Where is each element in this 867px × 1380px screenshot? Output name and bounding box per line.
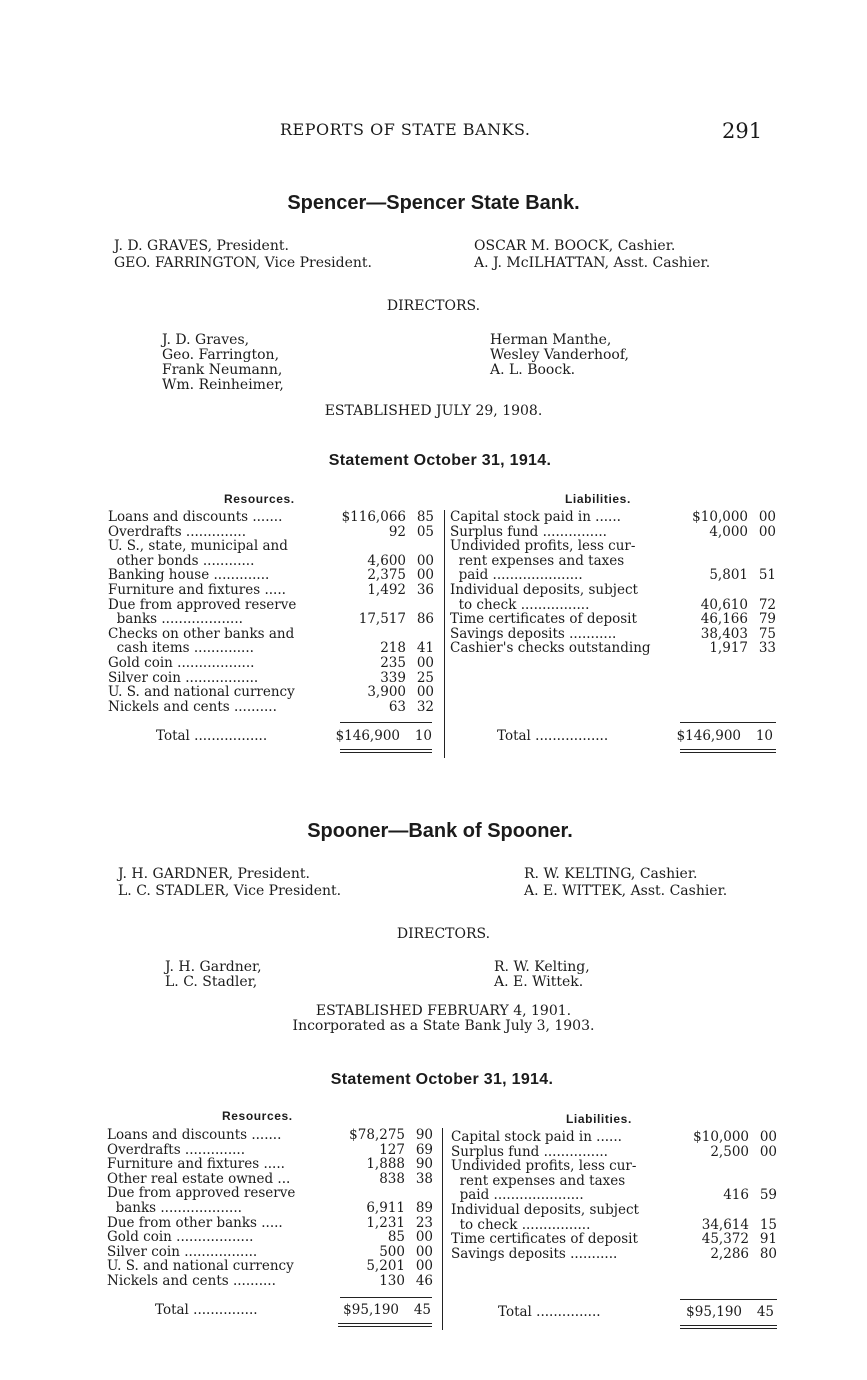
bank1-statement-title: Statement October 31, 1914.: [328, 452, 552, 469]
ledger-row: [107, 1274, 437, 1289]
ledger-dollars: 1,917: [709, 640, 748, 657]
ledger-dollars: 218: [380, 640, 406, 657]
ledger-label: Capital stock paid in ......: [450, 509, 621, 525]
ledger-row: [107, 1216, 437, 1231]
ledger-label: Checks on other banks and: [108, 625, 295, 642]
total-cents: 10: [755, 728, 773, 744]
page-number: 291: [722, 119, 763, 143]
total-cents: 10: [414, 728, 432, 744]
bank1-president: J. D. GRAVES, President.: [114, 238, 289, 254]
ledger-cents: 00: [759, 1129, 777, 1145]
double-rule: [338, 1326, 432, 1327]
ledger-dollars: 6,911: [366, 1200, 405, 1216]
bank1-established: ESTABLISHED JULY 29, 1908.: [324, 403, 543, 419]
total-rule: [340, 1297, 432, 1298]
ledger-cents: 32: [416, 698, 434, 715]
ledger-cents: 80: [759, 1245, 777, 1262]
ledger-row: [108, 539, 438, 554]
bank1-cashier: OSCAR M. BOOCK, Cashier.: [474, 238, 676, 254]
ledger-cents: 79: [758, 611, 776, 628]
ledger-label: paid .....................: [450, 567, 583, 584]
ledger-dollars: 1,492: [367, 582, 406, 598]
total-cents: 45: [413, 1302, 431, 1318]
ledger-label: Gold coin ..................: [108, 655, 255, 671]
ledger-cents: 46: [415, 1273, 433, 1289]
bank1-liabilities-heading: Liabilities.: [565, 492, 631, 506]
ledger-cents: 23: [415, 1214, 433, 1231]
ledger-row: [107, 1143, 437, 1158]
ledger-label: Cashier's checks outstanding: [450, 640, 651, 657]
ledger-cents: 00: [758, 523, 776, 540]
ledger-label: Savings deposits ...........: [451, 1245, 618, 1262]
ledger-row: [108, 641, 438, 656]
ledger-row: [107, 1157, 437, 1172]
ledger-row: [107, 1230, 437, 1245]
ledger-dollars: 127: [379, 1141, 405, 1158]
ledger-dollars: $10,000: [693, 1129, 749, 1145]
bank1-directors-left: [162, 333, 284, 393]
ledger-row: [451, 1203, 781, 1218]
ledger-label: Surplus fund ...............: [451, 1143, 608, 1160]
ledger-row: [108, 554, 438, 569]
ledger-cents: 00: [416, 567, 434, 584]
bank1-title: Spencer—Spencer State Bank.: [287, 192, 580, 214]
ledger-row: [451, 1247, 781, 1262]
ledger-dollars: 85: [387, 1229, 405, 1246]
total-label: Total .................: [156, 728, 268, 744]
bank2-cashier: R. W. KELTING, Cashier.: [524, 866, 698, 882]
ledger-cents: 59: [759, 1187, 777, 1204]
total-dollars: $95,190: [343, 1302, 399, 1318]
ledger-dollars: 339: [380, 669, 406, 686]
ledger-label: U. S. and national currency: [107, 1258, 294, 1275]
ledger-label: Silver coin .................: [107, 1243, 258, 1260]
bank1-officers-right: [474, 238, 710, 272]
ledger-row: [451, 1232, 781, 1247]
ledger-dollars: 4,000: [709, 523, 748, 540]
ledger-label: Banking house .............: [108, 567, 270, 584]
ledger-cents: 91: [759, 1231, 777, 1248]
bank1-resources-heading: Resources.: [224, 492, 295, 506]
ledger-cents: 89: [415, 1200, 433, 1216]
ledger-cents: 05: [416, 523, 434, 540]
director-name: Frank Neumann,: [162, 362, 283, 378]
column-divider: [442, 1128, 443, 1330]
ledger-row: [107, 1259, 437, 1274]
ledger-dollars: 17,517: [358, 611, 406, 628]
ledger-cents: 00: [416, 655, 434, 671]
ledger-row: [451, 1130, 781, 1145]
ledger-label: Overdrafts ..............: [107, 1141, 245, 1158]
ledger-row: [450, 641, 780, 656]
double-rule: [680, 1325, 777, 1326]
ledger-label: Savings deposits ...........: [450, 625, 617, 642]
director-name: L. C. Stadler,: [165, 974, 258, 990]
bank1-total-resources: [156, 729, 436, 744]
ledger-cents: 15: [759, 1216, 777, 1233]
ledger-label: paid .....................: [451, 1187, 584, 1204]
ledger-label: Due from approved reserve: [107, 1185, 296, 1202]
ledger-cents: 75: [758, 625, 776, 642]
ledger-cents: 00: [415, 1258, 433, 1275]
ledger-cents: 36: [416, 582, 434, 598]
ledger-cents: 00: [759, 1143, 777, 1160]
ledger-label: to check ................: [451, 1216, 591, 1233]
director-name: Wesley Vanderhoof,: [490, 347, 629, 363]
ledger-row: [451, 1188, 781, 1203]
ledger-dollars: 1,888: [366, 1156, 405, 1173]
column-divider: [444, 510, 445, 758]
bank2-total-liabilities: [498, 1305, 778, 1320]
ledger-label: Capital stock paid in ......: [451, 1129, 622, 1145]
double-rule: [340, 752, 432, 753]
bank1-asst-cashier: A. J. McILHATTAN, Asst. Cashier.: [474, 255, 711, 271]
ledger-dollars: $116,066: [341, 509, 406, 525]
ledger-row: [451, 1218, 781, 1233]
ledger-dollars: 38,403: [700, 625, 748, 642]
ledger-cents: 86: [416, 611, 434, 628]
bank2-liabilities-heading: Liabilities.: [566, 1112, 632, 1126]
ledger-row: [108, 568, 438, 583]
ledger-cents: 90: [415, 1127, 433, 1143]
ledger-row: [107, 1128, 437, 1143]
ledger-row: [108, 627, 438, 642]
total-rule: [680, 722, 776, 723]
bank2-officers-right: [524, 866, 727, 900]
double-rule: [340, 749, 432, 750]
bank1-officers-left: [114, 238, 372, 272]
ledger-label: to check ................: [450, 596, 590, 613]
bank2-directors-heading: DIRECTORS.: [396, 926, 491, 942]
ledger-label: Nickels and cents ..........: [108, 698, 277, 715]
director-name: J. D. Graves,: [162, 332, 250, 348]
ledger-dollars: 5,201: [366, 1258, 405, 1275]
director-name: Geo. Farrington,: [162, 347, 280, 363]
ledger-row: [451, 1174, 781, 1189]
ledger-dollars: 3,900: [367, 684, 406, 701]
ledger-label: cash items ..............: [108, 640, 254, 657]
ledger-dollars: 92: [388, 523, 406, 540]
ledger-cents: 69: [415, 1141, 433, 1158]
ledger-label: Individual deposits, subject: [451, 1202, 639, 1218]
bank1-directors-heading: DIRECTORS.: [386, 298, 481, 314]
director-name: R. W. Kelting,: [494, 959, 590, 975]
ledger-cents: 00: [416, 552, 434, 569]
ledger-label: Furniture and fixtures .....: [107, 1156, 285, 1173]
ledger-dollars: 2,375: [367, 567, 406, 584]
bank2-statement-title: Statement October 31, 1914.: [330, 1071, 554, 1088]
ledger-row: [450, 612, 780, 627]
running-header: REPORTS OF STATE BANKS.: [280, 120, 531, 139]
ledger-label: Undivided profits, less cur-: [451, 1158, 637, 1175]
ledger-label: banks ...................: [107, 1200, 242, 1216]
bank1-vice-president: GEO. FARRINGTON, Vice President.: [114, 255, 373, 271]
ledger-cents: 00: [415, 1243, 433, 1260]
ledger-row: [107, 1245, 437, 1260]
bank2-total-resources: [155, 1303, 435, 1318]
double-rule: [338, 1323, 432, 1324]
ledger-row: [450, 583, 780, 598]
ledger-dollars: $78,275: [349, 1127, 405, 1143]
ledger-cents: 41: [416, 640, 434, 657]
ledger-dollars: 45,372: [701, 1231, 749, 1248]
total-dollars: $146,900: [676, 728, 741, 744]
ledger-label: Due from approved reserve: [108, 596, 297, 613]
ledger-label: Surplus fund ...............: [450, 523, 607, 540]
ledger-row: [450, 510, 780, 525]
ledger-dollars: 34,614: [701, 1216, 749, 1233]
ledger-row: [107, 1201, 437, 1216]
director-name: Wm. Reinheimer,: [162, 377, 284, 393]
ledger-label: U. S. and national currency: [108, 684, 295, 701]
ledger-dollars: 130: [379, 1273, 405, 1289]
ledger-label: Gold coin ..................: [107, 1229, 254, 1246]
ledger-label: Undivided profits, less cur-: [450, 538, 636, 555]
director-name: J. H. Gardner,: [165, 959, 262, 975]
ledger-label: Overdrafts ..............: [108, 523, 246, 540]
ledger-row: [450, 627, 780, 642]
bank2-officers-left: [118, 866, 341, 900]
ledger-cents: 38: [415, 1170, 433, 1187]
ledger-label: Other real estate owned ...: [107, 1170, 291, 1187]
ledger-label: rent expenses and taxes: [450, 552, 625, 569]
ledger-cents: 00: [415, 1229, 433, 1246]
ledger-label: rent expenses and taxes: [451, 1172, 626, 1189]
ledger-cents: 33: [758, 640, 776, 657]
director-name: A. E. Wittek.: [494, 974, 584, 990]
bank2-incorporated: Incorporated as a State Bank July 3, 1903.: [292, 1018, 595, 1034]
ledger-dollars: 46,166: [700, 611, 748, 628]
bank2-established: ESTABLISHED FEBRUARY 4, 1901.: [315, 1003, 572, 1019]
ledger-cents: 00: [416, 684, 434, 701]
ledger-label: Nickels and cents ..........: [107, 1273, 276, 1289]
ledger-dollars: $10,000: [692, 509, 748, 525]
ledger-row: [108, 525, 438, 540]
ledger-dollars: 63: [388, 698, 406, 715]
ledger-label: Furniture and fixtures .....: [108, 582, 286, 598]
ledger-row: [451, 1145, 781, 1160]
bank2-directors-left: [165, 960, 262, 990]
ledger-row: [108, 685, 438, 700]
ledger-dollars: 40,610: [700, 596, 748, 613]
ledger-row: [450, 539, 780, 554]
ledger-dollars: 500: [379, 1243, 405, 1260]
ledger-cents: 51: [758, 567, 776, 584]
ledger-row: [107, 1186, 437, 1201]
total-rule: [340, 722, 432, 723]
ledger-row: [450, 598, 780, 613]
ledger-row: [108, 510, 438, 525]
ledger-label: Silver coin .................: [108, 669, 259, 686]
double-rule: [680, 749, 776, 750]
total-dollars: $146,900: [335, 728, 400, 744]
ledger-row: [108, 671, 438, 686]
ledger-row: [451, 1159, 781, 1174]
ledger-row: [450, 525, 780, 540]
ledger-cents: 85: [416, 509, 434, 525]
bank2-vice-president: L. C. STADLER, Vice President.: [118, 883, 342, 899]
ledger-cents: 25: [416, 669, 434, 686]
ledger-row: [107, 1172, 437, 1187]
ledger-label: other bonds ............: [108, 552, 255, 569]
ledger-dollars: 2,500: [710, 1143, 749, 1160]
total-label: Total ...............: [498, 1304, 601, 1320]
ledger-label: Due from other banks .....: [107, 1214, 283, 1231]
bank2-directors-right: [494, 960, 590, 990]
ledger-row: [108, 656, 438, 671]
ledger-row: [450, 554, 780, 569]
total-label: Total .................: [497, 728, 609, 744]
ledger-row: [108, 612, 438, 627]
total-dollars: $95,190: [686, 1304, 742, 1320]
ledger-dollars: 235: [380, 655, 406, 671]
ledger-cents: 72: [758, 596, 776, 613]
director-name: Herman Manthe,: [490, 332, 612, 348]
ledger-label: Time certificates of deposit: [451, 1231, 638, 1248]
ledger-dollars: 416: [723, 1187, 749, 1204]
bank2-asst-cashier: A. E. WITTEK, Asst. Cashier.: [524, 883, 728, 899]
ledger-row: [108, 598, 438, 613]
ledger-dollars: 838: [379, 1170, 405, 1187]
ledger-row: [450, 568, 780, 583]
total-cents: 45: [756, 1304, 774, 1320]
director-name: A. L. Boock.: [490, 362, 576, 378]
ledger-cents: 00: [758, 509, 776, 525]
ledger-dollars: 4,600: [367, 552, 406, 569]
bank1-total-liabilities: [497, 729, 777, 744]
ledger-label: Individual deposits, subject: [450, 582, 638, 598]
total-rule: [680, 1299, 777, 1300]
ledger-dollars: 5,801: [709, 567, 748, 584]
ledger-dollars: 1,231: [366, 1214, 405, 1231]
bank2-title: Spooner—Bank of Spooner.: [307, 820, 573, 842]
double-rule: [680, 1328, 777, 1329]
double-rule: [680, 752, 776, 753]
total-label: Total ...............: [155, 1302, 258, 1318]
ledger-label: banks ...................: [108, 611, 243, 628]
bank2-president: J. H. GARDNER, President.: [118, 866, 310, 882]
bank1-directors-right: [490, 333, 629, 378]
ledger-row: [108, 583, 438, 598]
ledger-label: Loans and discounts .......: [107, 1127, 282, 1143]
ledger-label: Time certificates of deposit: [450, 611, 637, 628]
ledger-label: U. S., state, municipal and: [108, 538, 288, 555]
ledger-label: Loans and discounts .......: [108, 509, 283, 525]
ledger-row: [108, 700, 438, 715]
ledger-cents: 90: [415, 1156, 433, 1173]
ledger-dollars: 2,286: [710, 1245, 749, 1262]
bank2-resources-heading: Resources.: [222, 1109, 293, 1123]
